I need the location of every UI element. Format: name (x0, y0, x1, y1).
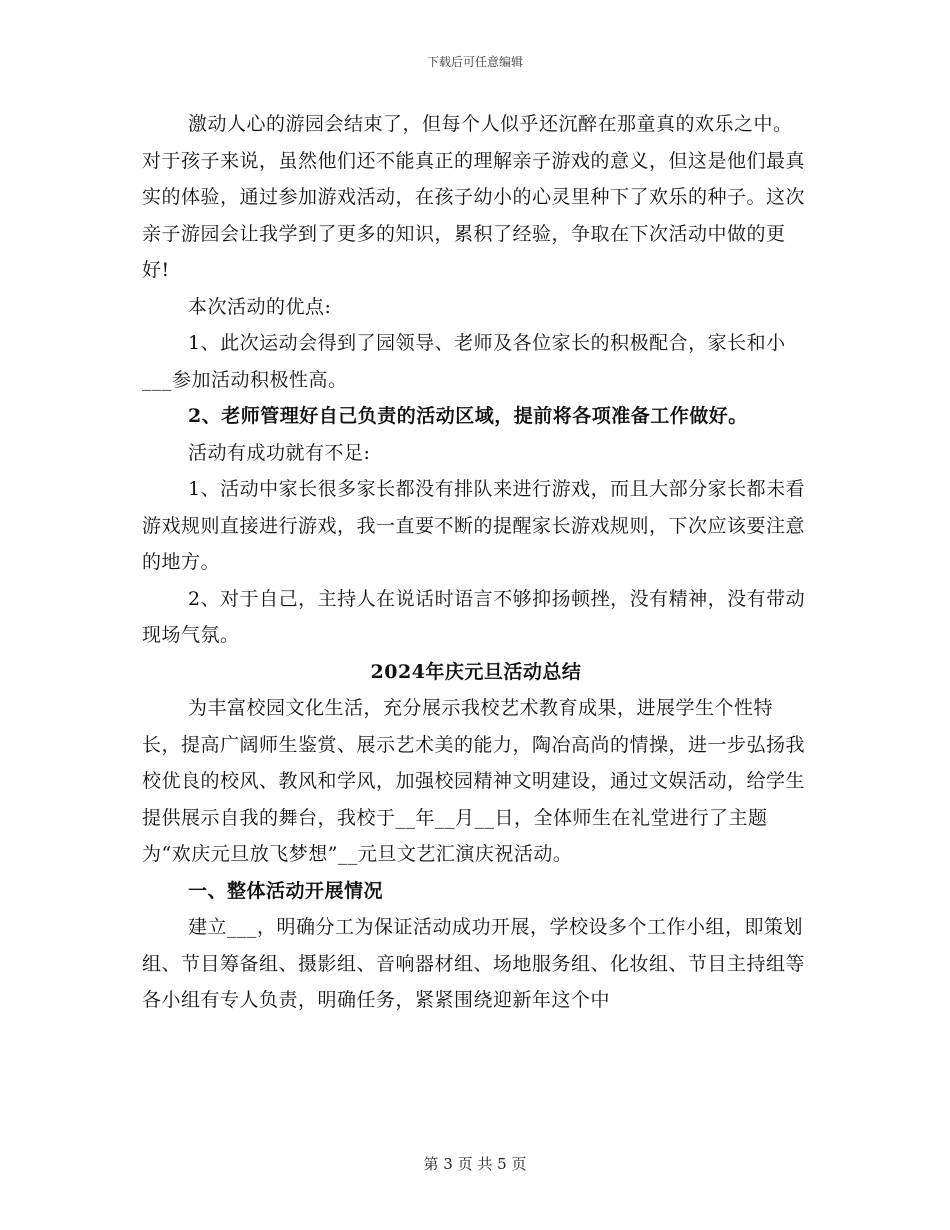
paragraph-advantage-2: 2、老师管理好自己负责的活动区域，提前将各项准备工作做好。 (188, 405, 748, 427)
section-title: 2024年庆元旦活动总结 (370, 660, 582, 683)
paragraph-advantages-heading: 本次活动的优点: (188, 295, 332, 318)
paragraph-organization: 建立___，明确分工为保证活动成功开展，学校设多个工作小组，即策划组、节目筹备组、摄影组、音响器材组、场地服务组、化妆组、节目主持组等各小组有专人负责，明确任务，紧紧围绕迎新年这个中 (142, 916, 806, 1011)
paragraph-summary-intro: 为丰富校园文化生活，充分展示我校艺术教育成果，进展学生个性特长，提高广阔师生鉴赏、展示艺术美的能力，陶冶高尚的情操，进一步弘扬我校优良的校风、教风和学风，加强校园精神文明建设，通过文娱活动，给学生提供展示自我的舞台，我校于__年__月__日，全体师生在礼堂进行了主题为“欢庆元旦放飞梦想”__元旦文艺汇演庆祝活动。 (142, 697, 806, 865)
page-footer: 第 3 页 共 5 页 (423, 1155, 527, 1173)
document-body (142, 106, 810, 1019)
paragraph-advantage-1: 1、此次运动会得到了园领导、老师及各位家长的积极配合，家长和小___参加活动积极性高。 (142, 332, 786, 391)
paragraph-shortcoming-2: 2、对于自己，主持人在说话时语言不够抑扬顿挫，没有精神，没有带动现场气氛。 (142, 587, 806, 646)
subheading-overall-activity: 一、整体活动开展情况 (188, 879, 384, 902)
paragraph-shortcoming-1: 1、活动中家长很多家长都没有排队来进行游戏，而且大部分家长都未看游戏规则直接进行游戏，我一直要不断的提醒家长游戏规则，下次应该要注意的地方。 (142, 478, 806, 573)
paragraph-intro: 激动人心的游园会结束了，但每个人似乎还沉醉在那童真的欢乐之中。对于孩子来说，虽然他们还不能真正的理解亲子游戏的意义，但这是他们最真实的体验，通过参加游戏活动，在孩子幼小的心灵里种下了欢乐的种子。这次亲子游园会让我学到了更多的知识，累积了经验，争取在下次活动中做的更好! (142, 113, 806, 281)
page-header: 下载后可任意编辑 (426, 55, 523, 69)
paragraph-shortcomings-heading: 活动有成功就有不足: (188, 441, 371, 464)
